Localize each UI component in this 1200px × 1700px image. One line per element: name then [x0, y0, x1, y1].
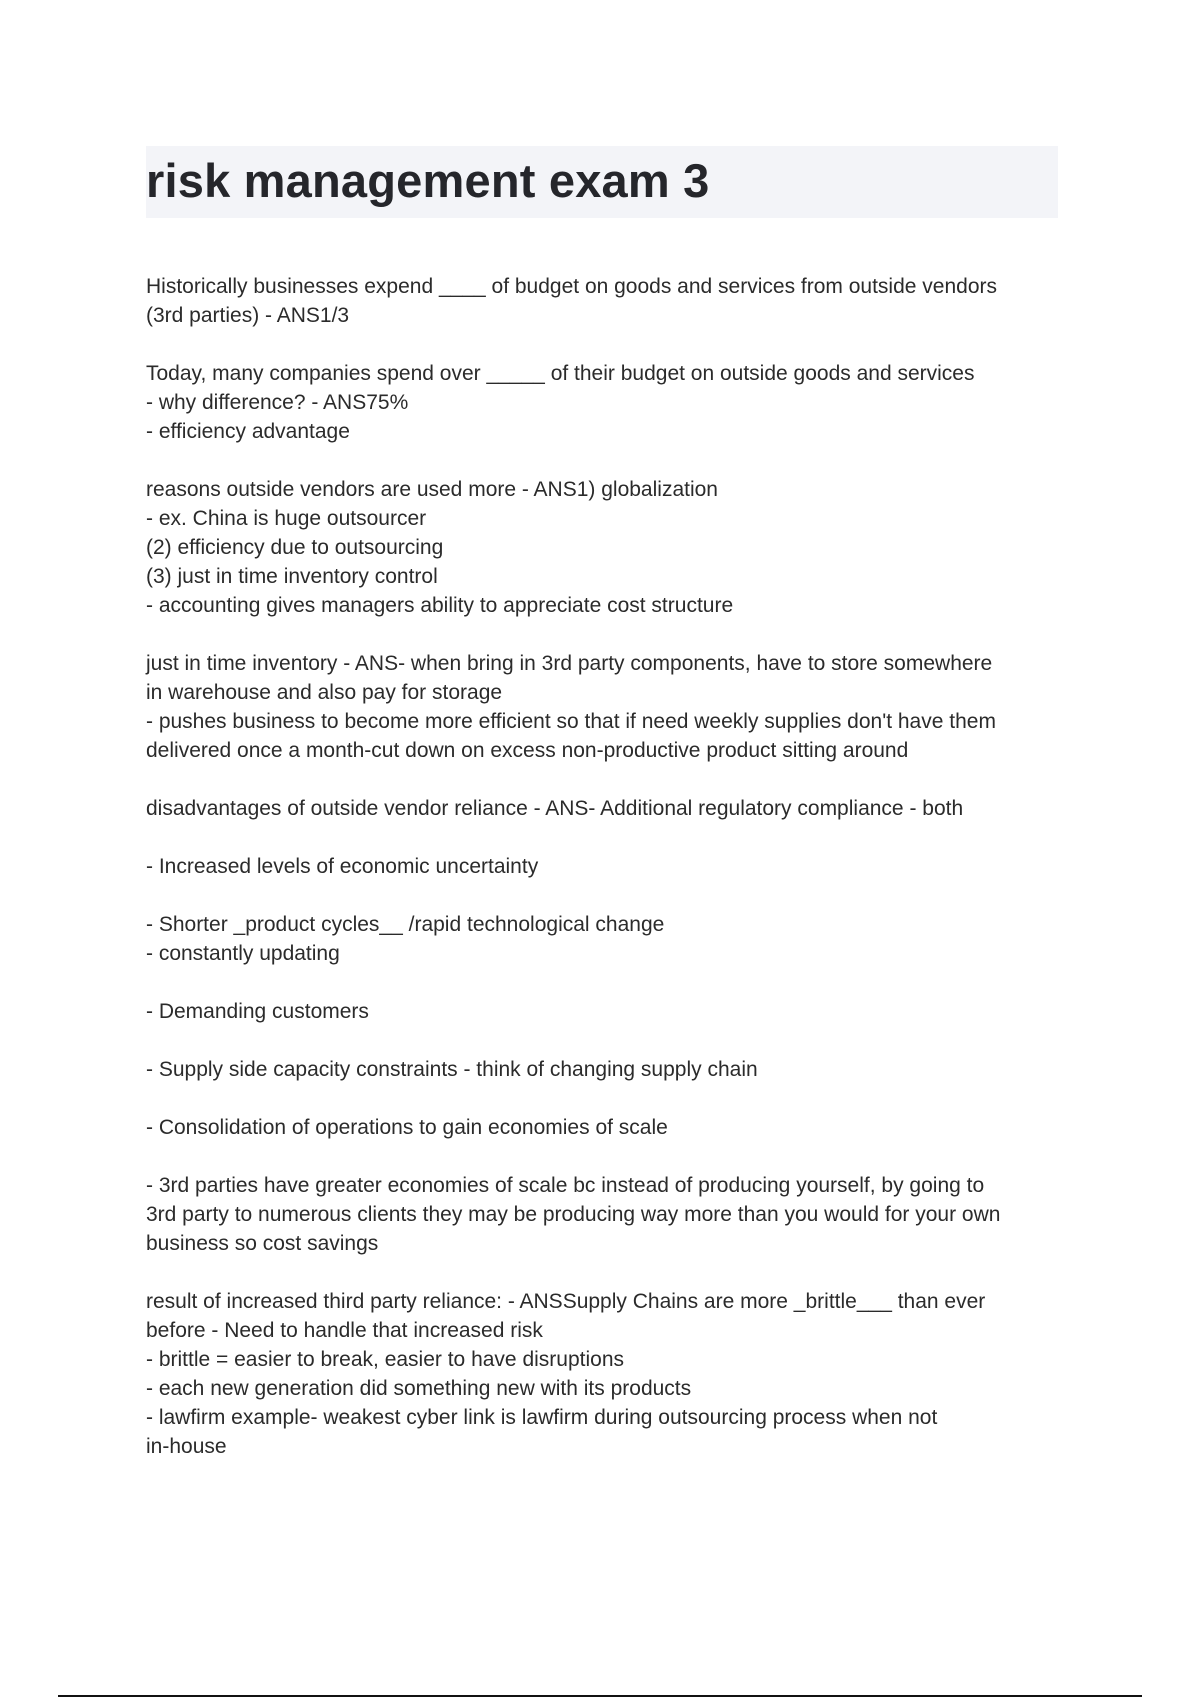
entry-line: just in time inventory - ANS- when bring in 3rd party components, have to store somewhere — [146, 652, 993, 675]
entry-line: - each new generation did something new with its products — [146, 1377, 692, 1400]
entry-line: - 3rd parties have greater economies of scale bc instead of producing yourself, by going to — [146, 1174, 985, 1197]
qa-entry — [146, 997, 1066, 1026]
entry-line: - ex. China is huge outsourcer — [146, 507, 427, 530]
qa-entry — [146, 1113, 1066, 1142]
qa-entry — [146, 1171, 1066, 1258]
entry-line: disadvantages of outside vendor reliance - ANS- Additional regulatory compliance - both — [146, 797, 964, 820]
entry-line: - accounting gives managers ability to appreciate cost structure — [146, 594, 734, 617]
qa-entry — [146, 475, 1066, 620]
entry-line: (3rd parties) - ANS1/3 — [146, 304, 350, 327]
entry-line: Today, many companies spend over _____ of their budget on outside goods and services — [146, 362, 975, 385]
entry-line: - Supply side capacity constraints - think of changing supply chain — [146, 1058, 758, 1081]
entry-line: 3rd party to numerous clients they may be producing way more than you would for your own — [146, 1203, 1001, 1226]
qa-entry — [146, 1287, 1066, 1461]
entry-line: before - Need to handle that increased risk — [146, 1319, 543, 1342]
entry-line: - pushes business to become more efficient so that if need weekly supplies don't have them — [146, 710, 996, 733]
page-title: risk management exam 3 — [146, 154, 710, 207]
qa-entry — [146, 910, 1066, 968]
entry-line: - Demanding customers — [146, 1000, 369, 1023]
entry-line: - lawfirm example- weakest cyber link is lawfirm during outsourcing process when not — [146, 1406, 938, 1429]
entry-line: - why difference? - ANS75% — [146, 391, 409, 414]
title-band — [146, 146, 1058, 218]
entry-line: in warehouse and also pay for storage — [146, 681, 503, 704]
document-body — [146, 272, 1066, 1490]
qa-entry — [146, 272, 1066, 330]
entry-line: - brittle = easier to break, easier to have disruptions — [146, 1348, 624, 1371]
entry-line: in-house — [146, 1435, 227, 1458]
entry-line: (2) efficiency due to outsourcing — [146, 536, 444, 559]
entry-line: - efficiency advantage — [146, 420, 350, 443]
entry-line: reasons outside vendors are used more - ANS1) globalization — [146, 478, 718, 501]
entry-line: delivered once a month-cut down on excess non-productive product sitting around — [146, 739, 909, 762]
entry-line: business so cost savings — [146, 1232, 379, 1255]
entry-line: result of increased third party reliance: - ANSSupply Chains are more _brittle___ than ever — [146, 1290, 986, 1313]
entry-line: Historically businesses expend ____ of budget on goods and services from outside vendors — [146, 275, 998, 298]
footer-divider — [58, 1695, 1142, 1697]
qa-entry — [146, 852, 1066, 881]
qa-entry — [146, 1055, 1066, 1084]
qa-entry — [146, 649, 1066, 765]
entry-line: - Increased levels of economic uncertainty — [146, 855, 539, 878]
qa-entry — [146, 794, 1066, 823]
entry-line: - constantly updating — [146, 942, 340, 965]
qa-entry — [146, 359, 1066, 446]
entry-line: (3) just in time inventory control — [146, 565, 438, 588]
entry-line: - Shorter _product cycles__ /rapid technological change — [146, 913, 665, 936]
entry-line: - Consolidation of operations to gain economies of scale — [146, 1116, 668, 1139]
